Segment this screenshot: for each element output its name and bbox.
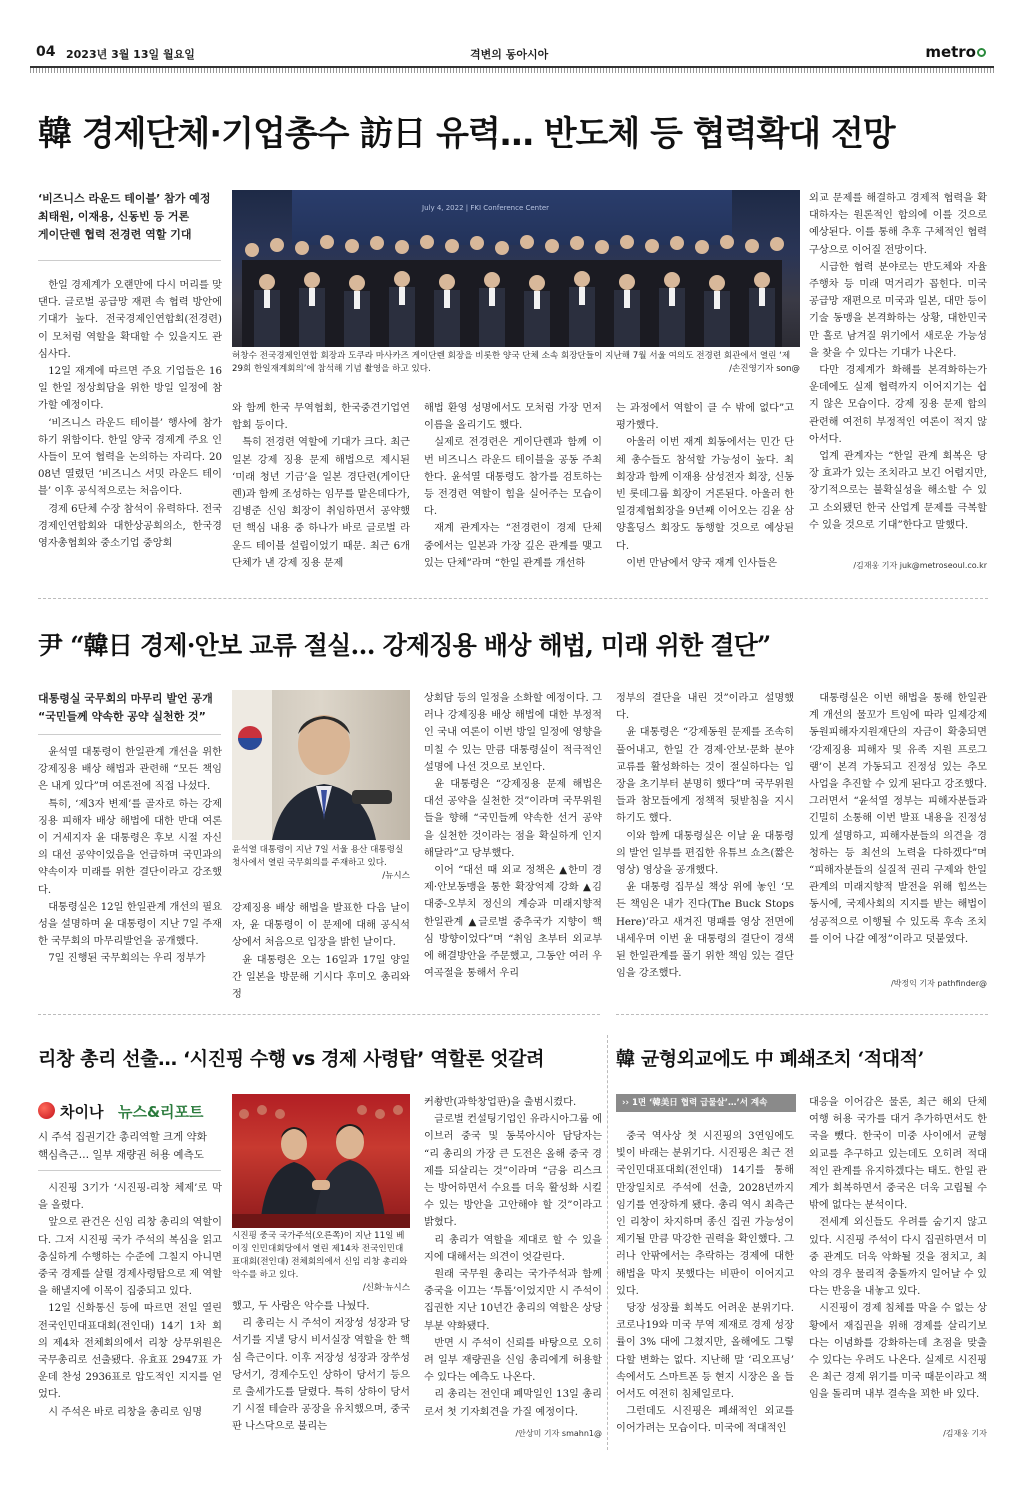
paragraph: 앞으로 관건은 신임 리창 총리의 역할이다. 그저 시진핑 국가 주석의 복심을 읽고 충실하게 수행하는 수준에 그칠지 아니면 중국 경제를 살릴 경제사령탑으로 제 역할을 해낼지에 이목이 집중되고 있다.: [38, 1217, 222, 1298]
section-title: 격변의 동아시아: [470, 48, 549, 61]
paragraph: 특히, ‘제3자 변제’를 골자로 하는 강제징용 피해자 배상 해법에 대한 반대 여론이 거세지자 윤 대통령은 후보 시절 자신의 대선 공약이었음을 언급하며 국민과의 약속이자 미래를 위한 결단이라고 강조했다.: [38, 798, 222, 896]
paragraph: 중국 역사상 첫 시진핑의 3연임에도 빛이 바래는 분위기다. 시진핑은 최근 전국인민대표대회(전인대) 14기를 통해 만장일치로 주석에 선출, 2028년까지 임기를 연장하게 됐다. 총리 역시 최측근인 리창이 차지하며 종신 집권 가능성이 제기될 만큼 막강한 권력을 확인했다. 그러나 안팎에서는 추락하는 경제에 대한 해법을 막지 못했다는 비판이 이어지고 있다.: [616, 1131, 794, 1297]
article1-headline: 韓 경제단체·기업총수 訪日 유력… 반도체 등 협력확대 전망: [38, 114, 895, 154]
article3-col2: [232, 1298, 410, 1448]
paragraph: 이번 만남에서 양국 재계 인사들은: [626, 557, 777, 569]
article2-col3: [424, 690, 602, 988]
caption-text: 허창수 전국경제인연합 회장과 도쿠라 마사카즈 게이단렌 회장을 비롯한 양국 단체 소속 회장단들이 지난해 7월 서울 여의도 전경련 회관에서 열린 ‘제29회 한일재계회의’에 참석해 기념 촬영을 하고 있다.: [232, 351, 791, 374]
paragraph: 윤 대통령 집무실 책상 위에 놓인 ‘모든 책임은 내가 진다(The Buck Stops Here)’라고 새겨진 명패를 영상 전면에 내세우며 이번 윤 대통령의 결단이 경색된 한일관계를 풀기 위한 책임 있는 결단임을 강조했다.: [616, 882, 794, 980]
article3-byline: /안상미 기자 smahn1@: [515, 1429, 602, 1438]
paragraph: 당장 성장률 회복도 어려운 분위기다. 코로나19와 미국 무역 제재로 경제 성장률이 3% 대에 그쳤지만, 올해에도 그렇다할 변화는 없다. 지난해 말 ‘리오프닝’ 속에서도 스마트폰 등 현지 시장은 올 들어서도 여전히 침체일로다.: [616, 1303, 794, 1401]
article2-col4: [616, 690, 794, 988]
section-divider: [38, 1014, 600, 1015]
paragraph: 했고, 두 사람은 악수를 나눴다.: [232, 1301, 370, 1312]
subhead-line: 핵심측근… 일부 재량권 허용 예측도: [38, 1149, 204, 1161]
photo-credit: /신화·뉴시스: [362, 1283, 410, 1293]
caption-text: 시진핑 중국 국가주석(오른쪽)이 지난 11일 베이징 인민대회당에서 열린 제14차 전국인민대표대회(전인대) 전체회의에서 신임 리창 총리와 악수를 하고 있다.: [232, 1231, 408, 1280]
article1-byline: /김재웅 기자 juk@metroseoul.co.kr: [853, 561, 987, 570]
subhead-line: 대통령실 국무회의 마무리 발언 공개: [38, 692, 213, 705]
handshake-illustration: [232, 1094, 410, 1228]
article2-byline: /박정익 기자 pathfinder@: [890, 979, 987, 988]
paragraph: 한일 경제계가 오랜만에 다시 머리를 맞댄다. 글로벌 공급망 재편 속 협력 방안에 기대가 높다. 전국경제인연합회(전경련)이 모처럼 역할을 확대할 수 있을지도 관심사다.: [38, 280, 222, 360]
paragraph: 커촹반(과학창업판)을 출범시켰다.: [424, 1097, 577, 1108]
paragraph: 전세계 외신들도 우려를 숨기지 않고 있다. 시진핑 주석이 다시 집권하면서 미중 관계도 더욱 악화될 것을 점치고, 최악의 경우 물리적 충돌까지 일어날 수 있다는 반응을 내놓고 있다.: [809, 1217, 987, 1298]
section-divider: [38, 598, 988, 599]
article3-subhead: [38, 1128, 228, 1164]
paragraph: 와 함께 한국 무역협회, 한국중견기업연합회 등이다.: [232, 403, 410, 432]
paragraph: 이어 “대선 때 외교 정책은 ▲한미 경제·안보동맹을 통한 확장억제 강화 ▲김대중-오부치 정신의 계승과 미래지향적 한일관계 ▲글로벌 중추국가 지향이 핵심 방향이었다”며 “취임 초부터 외교부에 해결방안을 주문했고, 그동안 여러 우여곡절을 통해서 우리: [424, 865, 602, 980]
article3-col3: [424, 1094, 602, 1424]
article2-col5: [809, 690, 987, 980]
paragraph: 이와 함께 대통령실은 이날 윤 대통령의 발언 일부를 편집한 유튜브 쇼츠(짧은 영상) 영상을 공개했다.: [616, 830, 794, 877]
article1-col2: [232, 400, 410, 578]
paragraph: 경제 6단체 수장 참석이 유력하다. 전국경제인연합회와 대한상공회의소, 한국경영자총협회와 중소기업 중앙회: [38, 503, 222, 550]
paragraph: 글로벌 컨설팅기업인 유라시아그룹 에이브러 중국 및 동북아시아 담당자는 “리 총리의 가장 큰 도전은 올해 중국 경제를 되살리는 것”이라며 “금융 리스크는 방어하면서 수요를 더욱 활성화 시킬 수 있는 방안을 고안해야 할 것”이라고 밝혔다.: [424, 1114, 602, 1229]
article2-col1: [38, 744, 222, 988]
article3-photo-caption: [232, 1230, 410, 1295]
issue-date: 2023년 3월 13일 월요일: [66, 48, 195, 61]
paragraph: 상회담 등의 일정을 소화할 예정이다. 그러나 강제징용 배상 해법에 대한 부정적인 국내 여론이 이번 방일 일정에 영향을 미칠 수 있는 만큼 대통령실이 적극적인 설명에 나선 것으로 보인다.: [424, 693, 602, 773]
paragraph: 대통령실은 이번 해법을 통해 한일관계 개선의 물꼬가 트임에 따라 일제강제동원피해자지원재단의 자금이 확충되면 ‘강제징용 피해자 및 유족 지원 프로그램’이 본격 가동되고 진정성 있는 추모 사업을 추진할 수 있게 된다고 강조했다. 그러면서 “윤석열 정부는 피해자분들과 긴밀히 소통해 이번 발표 내용을 진정성 있게 설명하고, 피해자분들의 의견을 경청하는 등 최선의 노력을 다하겠다”며 “피해자분들의 실질적 권리 구제와 한일관계의 미래지향적 발전을 위해 힘쓰는 동시에, 국제사회의 지지를 받는 해법이 성공적으로 이행될 수 있도록 후속 조치를 이어 나갈 예정”이라고 덧붙였다.: [809, 693, 987, 945]
paragraph: 시 주석은 바로 리창을 총리로 임명: [48, 1406, 203, 1418]
article1-col4: [616, 400, 794, 578]
paragraph: 해법 환영 성명에서도 모처럼 가장 먼저 이름을 올리기도 했다.: [424, 403, 602, 432]
subhead-line: ‘비즈니스 라운드 테이블’ 참가 예정: [38, 192, 211, 205]
paragraph: 그런데도 시진핑은 폐쇄적인 외교를 이어가려는 모습이다. 미국에 적대적인: [616, 1406, 794, 1435]
paragraph: 7일 진행된 국무회의는 우리 정부가: [48, 953, 206, 965]
paragraph: 대통령실은 12일 한일관계 개선의 필요성을 설명하며 윤 대통령이 지난 7일 주재한 국무회의 마무리발언을 공개했다.: [38, 901, 222, 948]
paragraph: 윤 대통령은 “강제동원 문제를 조속히 풀어내고, 한일 간 경제·안보·문화 분야 교류를 활성화하는 것이 절실하다는 입장을 초기부터 분명히 했다”며 국무위원들과 참모들에게 정책적 뒷받침을 지시하기도 했다.: [616, 727, 794, 825]
paragraph: 윤 대통령은 “강제징용 문제 해법은 대선 공약을 실천한 것”이라며 국무위원들을 향해 “국민들께 약속한 선거 공약을 실천한 것이라는 점을 확실하게 인지해달라”고 당부했다.: [424, 779, 602, 859]
event-banner-text: July 4, 2022 | FKI Conference Center: [422, 204, 550, 212]
brand-logo-mark: [977, 48, 986, 57]
paragraph: 시진핑 3기가 ‘시진핑-리창 체제’로 막을 올렸다.: [38, 1183, 222, 1212]
subhead-divider: [38, 734, 221, 735]
article2-photo: [232, 690, 410, 840]
paragraph: 정부의 결단을 내린 것”이라고 설명했다.: [616, 693, 794, 722]
article1-col5: [809, 190, 987, 556]
paragraph: 외교 문제를 해결하고 경제적 협력을 확대하자는 원론적인 합의에 이를 것으로 예상된다. 이를 통해 추후 구체적인 협력 구상으로 이어질 전망이다.: [809, 193, 987, 256]
article1-subhead: [38, 190, 223, 244]
paragraph: 대응을 이어감은 물론, 최근 해외 단체 여행 허용 국가를 대거 추가하면서도 한국을 뺐다. 한국이 미중 사이에서 균형 외교를 추구하고 있는데도 오히려 적대적인 관계를 유지하겠다는 태도. 한일 관계가 회복하면서 중국은 더욱 고립될 수 밖에 없다는 분석이다.: [809, 1097, 987, 1212]
paragraph: 다만 경제계가 화해를 본격화하는가 운데에도 실제 협력까지 이어지기는 쉽지 않은 모습이다. 강제 징용 문제 합의 관련해 여전히 부정적인 여론이 적지 않아서다.: [809, 365, 987, 445]
subhead-divider: [38, 260, 221, 261]
paragraph: 업계 관계자는 “한일 관계 회복은 당장 효과가 있는 조치라고 보긴 어렵지만, 장기적으로는 불확실성을 해소할 수 있고 소외됐던 한국 산업계 문제를 극복할 수 있을 것으로 기대”한다고 말했다.: [809, 451, 987, 531]
paragraph: 리 총리는 시 주석이 저장성 성장과 당 서기를 지낼 당시 비서실장 역할을 한 핵심 측근이다. 이후 저장성 성장과 장쑤성 당서기, 경제수도인 상하이 당서기 등으로 출세가도를 달렸다. 특히 상하이 당서기 시절 테슬라 공장을 유치했으며, 중국판 나스닥으로 불리는: [232, 1318, 410, 1433]
continued-from-tag: [616, 1094, 796, 1112]
article4-headline: 韓 균형외교에도 中 폐쇄조치 ‘적대적’: [616, 1048, 924, 1070]
paragraph: 12일 신화통신 등에 따르면 전일 열린 전국인민대표대회(전인대) 14기 1차 회의 제4차 전체회의에서 리창 상무위원은 국무총리로 선출됐다. 유효표 2947표 가운데 찬성 2936표로 압도적인 지지를 얻었다.: [38, 1303, 222, 1401]
paragraph: 실제로 전경련은 게이단렌과 함께 이번 비즈니스 라운드 테이블을 공동 주최한다. 윤석열 대통령도 참가를 검토하는 등 전경련 역할이 힘을 실어주는 모습이다.: [424, 437, 602, 518]
paragraph: 시진핑이 경제 침체를 막을 수 없는 상황에서 재집권을 위해 경제를 살리기보다는 이념화를 강화하는데 초점을 맞출 수 있다는 우려도 나온다. 실제로 시진핑은 최근 경제 위기를 미국 때문이라고 책임을 돌리며 내부 결속을 꾀한 바 있다.: [809, 1303, 987, 1401]
article1-photo-caption: [232, 350, 800, 376]
header-hatch: [30, 68, 994, 73]
paragraph: 리 총리가 역할을 제대로 할 수 있을 지에 대해서는 의견이 엇갈린다.: [424, 1234, 602, 1263]
photo-credit: /손진영기자 son@: [729, 364, 800, 374]
continued-tag-text: 1면 ‘韓美日 협력 급물살’…’서 계속: [631, 1098, 768, 1108]
paragraph: 윤석열 대통령이 한일관계 개선을 위한 강제징용 배상 해법과 관련해 “모든 책임은 내게 있다”며 여론전에 직접 나섰다.: [38, 747, 222, 793]
section-divider: [616, 1014, 988, 1015]
article1-col1: [38, 277, 222, 577]
subhead-divider: [38, 1170, 221, 1171]
article3-headline: 리창 총리 선출… ‘시진핑 수행 vs 경제 사령탑’ 역할론 엇갈려: [38, 1048, 545, 1070]
paragraph: 12일 재계에 따르면 주요 기업들은 16일 한일 정상회담을 위한 방일 일정에 참가할 예정이다.: [38, 366, 222, 412]
paragraph: ‘비즈니스 라운드 테이블’ 행사에 참가하기 위함이다. 한일 양국 경제계 주요 인사들이 모여 협력을 논의하는 자리다. 2008년 열렸던 ‘비즈니스 서밋 라운드 테이블’ 이후 공식적으로는 처음이다.: [38, 417, 222, 498]
article4-col1: [616, 1128, 794, 1446]
article3-photo: [232, 1094, 410, 1228]
article2-photo-caption: [232, 844, 410, 883]
caption-text: 윤석열 대통령이 지난 7일 서울 용산 대통령실 청사에서 열린 국무회의를 주재하고 있다.: [232, 845, 404, 868]
page-header: [30, 44, 994, 66]
paragraph: 아울러 이번 재계 회동에서는 민간 단체 총수들도 참석할 가능성이 높다. 최 회장과 함께 이재용 삼성전자 회장, 신동빈 롯데그룹 회장이 거론된다. 아울러 한일경제협회장을 9년째 이어오는 김윤 삼양홀딩스 회장도 동행할 것으로 예상된다.: [616, 437, 794, 552]
president-portrait-illustration: [232, 690, 410, 840]
badge-label: 차이나: [60, 1103, 104, 1121]
paragraph: 는 과정에서 역할이 클 수 밖에 없다”고 평가했다.: [616, 403, 794, 432]
paragraph: 시급한 협력 분야로는 반도체와 자율주행차 등 미래 먹거리가 꼽힌다. 미국 공급망 재편으로 미국과 일본, 대만 등이 기술 동맹을 본격화하는 상황, 대한민국만 홀로 남겨질 위기에서 새로운 가능성을 찾을 수 있다는 기대가 나온다.: [809, 261, 987, 359]
paragraph: 원래 국무원 총리는 국가주석과 함께 중국을 이끄는 ‘투톱’이었지만 시 주석이 집권한 지난 10년간 총리의 역할은 상당 부분 약화됐다.: [424, 1269, 602, 1332]
article1-photo: [232, 190, 800, 347]
delegation-group-illustration: [232, 190, 800, 347]
subhead-line: 최태원, 이재용, 신동빈 등 거론: [38, 210, 190, 223]
subhead-line: “국민들께 약속한 공약 실천한 것”: [38, 710, 206, 723]
photo-credit: /뉴시스: [382, 871, 410, 881]
paragraph: 특히 전경련 역할에 기대가 크다. 최근 일본 강제 징용 문제 해법으로 제시된 ‘미래 청년 기금’을 일본 경단련(게이단렌)과 함께 조성하는 임무를 맡은데다가, 김병준 신임 회장이 취임하면서 공약했던 핵심 내용 중 하나가 바로 글로벌 라운드 테이블 설립이었기 때문. 최근 6개 단체가 낸 강제 징용 문제: [232, 437, 410, 569]
paragraph: 반면 시 주석이 신뢰를 바탕으로 오히려 일부 재량권을 신임 총리에게 허용할 수 있다는 예측도 나온다.: [424, 1337, 602, 1384]
paragraph: 재계 관계자는 “전경련이 경제 단체 중에서는 일본과 가장 깊은 관계를 맺고 있는 단체”라며 “한일 관계를 개선하: [424, 523, 602, 569]
paragraph: 강제징용 배상 해법을 발표한 다음 날이자, 윤 대통령이 이 문제에 대해 공식석상에서 처음으로 입장을 밝힌 날이다.: [232, 903, 410, 949]
subhead-line: 게이단렌 협력 전경련 역할 기대: [38, 228, 192, 241]
article1-col3: [424, 400, 602, 578]
double-chevron-icon: ››: [622, 1098, 632, 1108]
brand-logo: metro: [925, 43, 976, 61]
article2-headline: 尹 “韓日 경제·안보 교류 절실… 강제징용 배상 해법, 미래 위한 결단”: [38, 631, 771, 660]
paragraph: 윤 대통령은 오는 16일과 17일 양일간 일본을 방문해 기시다 후미오 총리와 정: [232, 954, 410, 1001]
article4-col2: [809, 1094, 987, 1424]
article2-col2: [232, 900, 410, 1001]
page-number: 04: [36, 44, 56, 60]
paragraph: 리 총리는 전인대 폐막일인 13일 총리로서 첫 기자회견을 가질 예정이다.: [424, 1389, 602, 1418]
subhead-line: 시 주석 집권기간 총리역할 크게 약화: [38, 1131, 207, 1143]
article3-col1: [38, 1180, 222, 1448]
article4-byline: /김재웅 기자: [943, 1429, 987, 1438]
article2-subhead: [38, 690, 223, 726]
badge-label-accent: 뉴스&리포트: [118, 1103, 204, 1121]
red-dot-icon: [38, 1102, 55, 1119]
column-divider: [607, 1035, 608, 1450]
